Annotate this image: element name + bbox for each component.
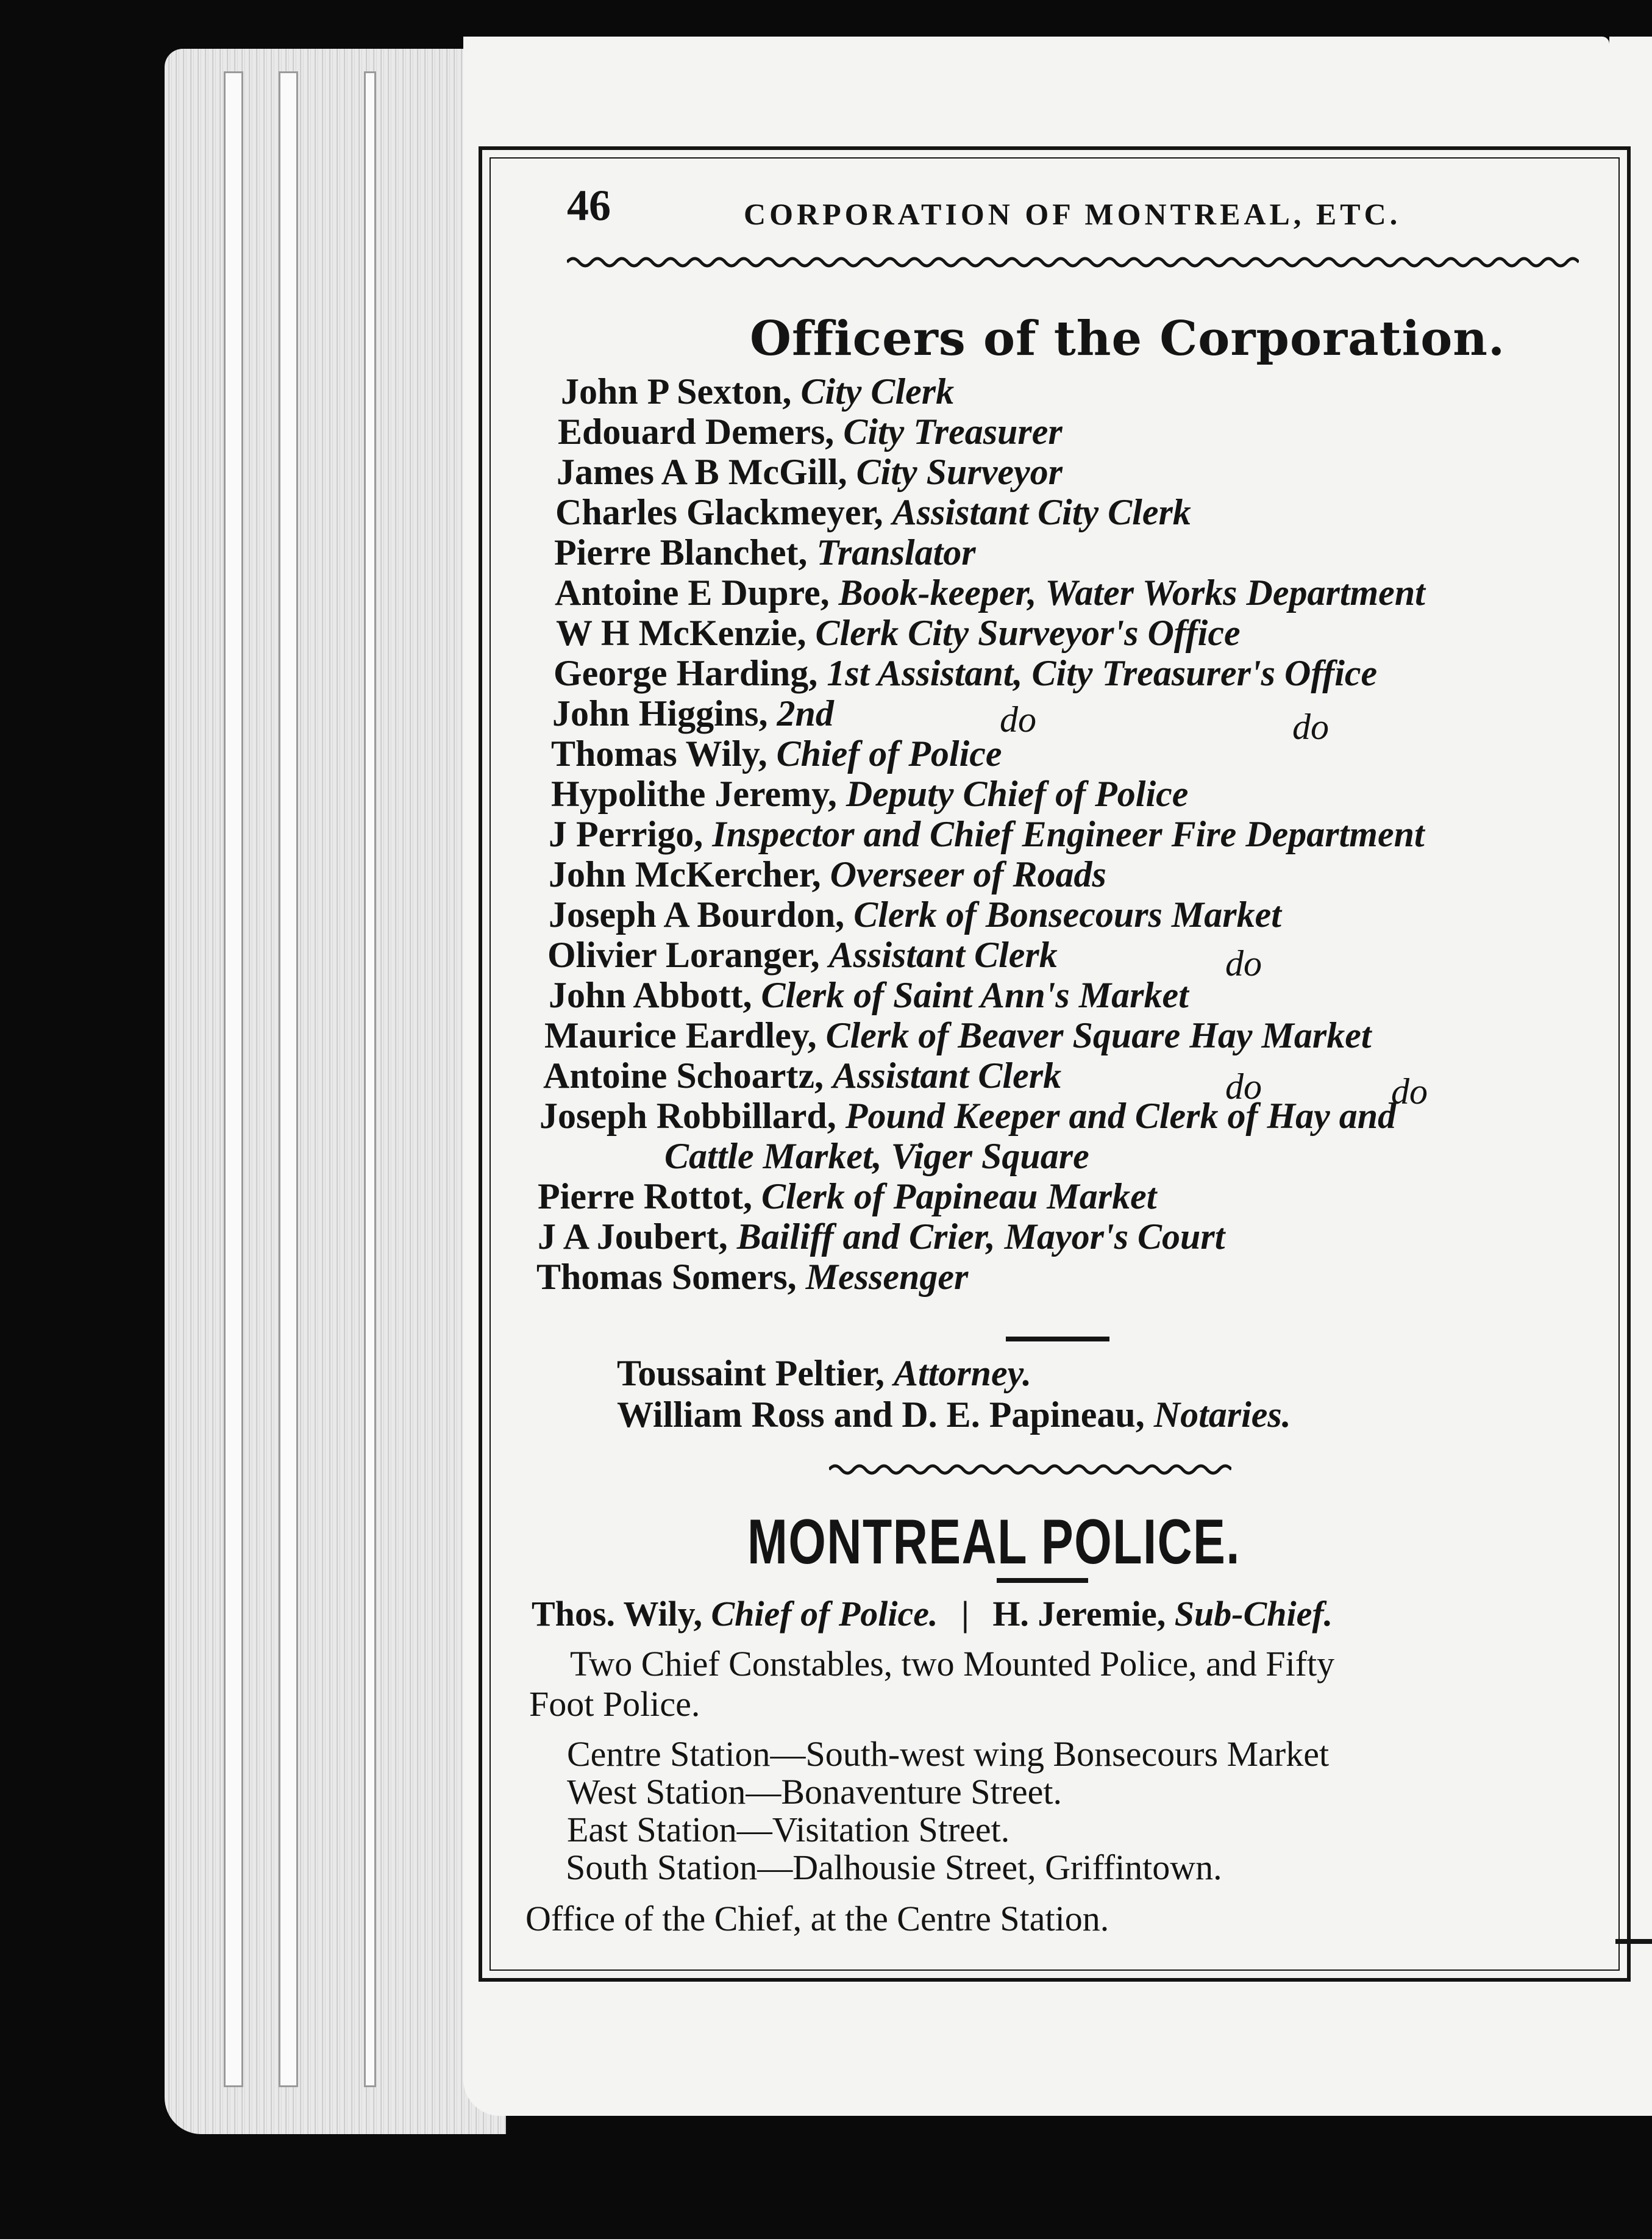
subchief-role: Sub-Chief. bbox=[1174, 1594, 1333, 1634]
officer-entry bbox=[549, 856, 1106, 893]
attorney-name: Toussaint Peltier, bbox=[617, 1353, 885, 1393]
ditto-mark: do bbox=[1292, 707, 1329, 747]
officer-name: George Harding, bbox=[554, 653, 818, 693]
attorney-role: Attorney. bbox=[893, 1353, 1032, 1393]
officer-name: James A B McGill, bbox=[557, 452, 847, 492]
officer-role: Messenger bbox=[805, 1257, 969, 1297]
officer-role: Pound Keeper and Clerk of Hay and bbox=[845, 1096, 1397, 1136]
officer-entry bbox=[538, 1218, 1225, 1255]
officer-role: Clerk City Surveyor's Office bbox=[815, 613, 1241, 653]
chief-role: Chief of Police. bbox=[711, 1594, 938, 1634]
officer-role: Cattle Market, Viger Square bbox=[664, 1136, 1089, 1176]
officer-entry bbox=[552, 695, 834, 732]
officer-role: Assistant Clerk bbox=[832, 1055, 1062, 1096]
officer-name: Joseph Robbillard, bbox=[539, 1096, 836, 1136]
officers-heading: Officers of the Corporation. bbox=[750, 311, 1506, 366]
officer-name: Maurice Eardley, bbox=[544, 1015, 817, 1055]
officer-name: Pierre Blanchet, bbox=[554, 532, 808, 573]
officer-role: Clerk of Papineau Market bbox=[761, 1176, 1157, 1216]
officer-role: Assistant Clerk bbox=[828, 935, 1058, 975]
officer-name: John P Sexton, bbox=[561, 371, 792, 412]
station-line: East Station—Visitation Street. bbox=[567, 1810, 1010, 1849]
ditto-mark: do bbox=[1391, 1071, 1428, 1112]
officer-name: John Abbott, bbox=[549, 975, 752, 1015]
officer-role: Deputy Chief of Police bbox=[846, 774, 1189, 814]
police-title-rule bbox=[997, 1578, 1088, 1583]
running-title: CORPORATION OF MONTREAL, ETC. bbox=[744, 197, 1401, 231]
officer-role: Overseer of Roads bbox=[830, 854, 1106, 895]
officer-name: Olivier Loranger, bbox=[547, 935, 820, 975]
officer-name: W H McKenzie, bbox=[556, 613, 806, 653]
officer-role: 1st Assistant, City Treasurer's Office bbox=[827, 653, 1378, 693]
chief-separator: | bbox=[961, 1594, 969, 1634]
officer-name: Edouard Demers, bbox=[558, 412, 835, 452]
officer-role: City Surveyor bbox=[856, 452, 1063, 492]
officer-entry bbox=[547, 937, 1058, 973]
officer-name: Charles Glackmeyer, bbox=[555, 492, 883, 532]
book-page-edges bbox=[165, 49, 506, 2134]
officer-entry bbox=[544, 1017, 1372, 1054]
officer-name: Antoine Schoartz, bbox=[543, 1055, 824, 1096]
officer-entry bbox=[557, 454, 1063, 490]
officer-entry bbox=[536, 1259, 968, 1295]
officer-entry bbox=[551, 735, 1002, 772]
officer-role: Chief of Police bbox=[776, 734, 1002, 774]
section-rule bbox=[1006, 1337, 1109, 1341]
notaries-line bbox=[617, 1396, 1291, 1433]
page-number: 46 bbox=[567, 181, 611, 230]
police-force-line: Foot Police. bbox=[529, 1684, 700, 1724]
officer-role: Translator bbox=[816, 532, 976, 573]
office-line: Office of the Chief, at the Centre Station. bbox=[525, 1899, 1109, 1938]
ditto-mark: do bbox=[1000, 699, 1036, 740]
subchief-name: H. Jeremie, bbox=[992, 1594, 1166, 1634]
chief-name: Thos. Wily, bbox=[532, 1594, 702, 1634]
officer-entry bbox=[555, 494, 1191, 530]
police-chief-line bbox=[532, 1596, 1333, 1632]
officer-role: Clerk of Beaver Square Hay Market bbox=[825, 1015, 1372, 1055]
section-wavy-rule bbox=[829, 1457, 1231, 1482]
officer-entry bbox=[561, 373, 954, 410]
officer-entry bbox=[551, 776, 1188, 812]
header-wavy-rule bbox=[567, 250, 1579, 274]
officer-entry-continuation bbox=[664, 1138, 1089, 1174]
ditto-mark: do bbox=[1225, 1066, 1262, 1107]
notaries-names: William Ross and D. E. Papineau, bbox=[617, 1394, 1145, 1435]
officer-name: John McKercher, bbox=[549, 854, 821, 895]
officer-name: J Perrigo, bbox=[549, 814, 703, 854]
officer-role: Clerk of Bonsecours Market bbox=[853, 895, 1281, 935]
officer-entry bbox=[549, 816, 1425, 852]
notaries-role: Notaries. bbox=[1153, 1394, 1291, 1435]
officer-name: Thomas Somers, bbox=[536, 1257, 797, 1297]
station-line: Centre Station—South-west wing Bonsecours Market bbox=[567, 1734, 1330, 1774]
officer-entry bbox=[549, 896, 1281, 933]
officer-entry bbox=[555, 574, 1425, 611]
officer-role: Book-keeper, Water Works Department bbox=[838, 573, 1425, 613]
officer-role: City Treasurer bbox=[843, 412, 1063, 452]
officer-role: Clerk of Saint Ann's Market bbox=[761, 975, 1189, 1015]
officer-name: Hypolithe Jeremy, bbox=[551, 774, 837, 814]
officer-entry bbox=[554, 534, 976, 571]
police-force-line: Two Chief Constables, two Mounted Police, and Fifty bbox=[570, 1644, 1335, 1684]
officer-role: Inspector and Chief Engineer Fire Department bbox=[712, 814, 1425, 854]
officer-name: Antoine E Dupre, bbox=[555, 573, 830, 613]
officer-name: John Higgins, bbox=[552, 693, 768, 734]
officer-entry bbox=[539, 1098, 1396, 1134]
station-line: West Station—Bonaventure Street. bbox=[567, 1772, 1062, 1812]
officer-entry bbox=[549, 977, 1189, 1013]
officer-name: Joseph A Bourdon, bbox=[549, 895, 845, 935]
ditto-mark: do bbox=[1225, 943, 1262, 984]
officer-role: 2nd bbox=[777, 693, 834, 734]
officer-role: Bailiff and Crier, Mayor's Court bbox=[736, 1216, 1225, 1257]
officer-role: Assistant City Clerk bbox=[892, 492, 1191, 532]
officer-name: Pierre Rottot, bbox=[538, 1176, 753, 1216]
officer-entry bbox=[543, 1057, 1061, 1094]
officer-role: City Clerk bbox=[800, 371, 955, 412]
attorney-line bbox=[617, 1355, 1031, 1391]
officer-name: Thomas Wily, bbox=[551, 734, 767, 774]
police-heading: MONTREAL POLICE. bbox=[747, 1507, 1241, 1577]
officer-entry bbox=[538, 1178, 1156, 1215]
officer-name: J A Joubert, bbox=[538, 1216, 728, 1257]
officer-entry bbox=[554, 655, 1377, 691]
officer-entry bbox=[556, 615, 1241, 651]
officer-entry bbox=[558, 413, 1063, 450]
station-line: South Station—Dalhousie Street, Griffintown. bbox=[566, 1848, 1222, 1887]
